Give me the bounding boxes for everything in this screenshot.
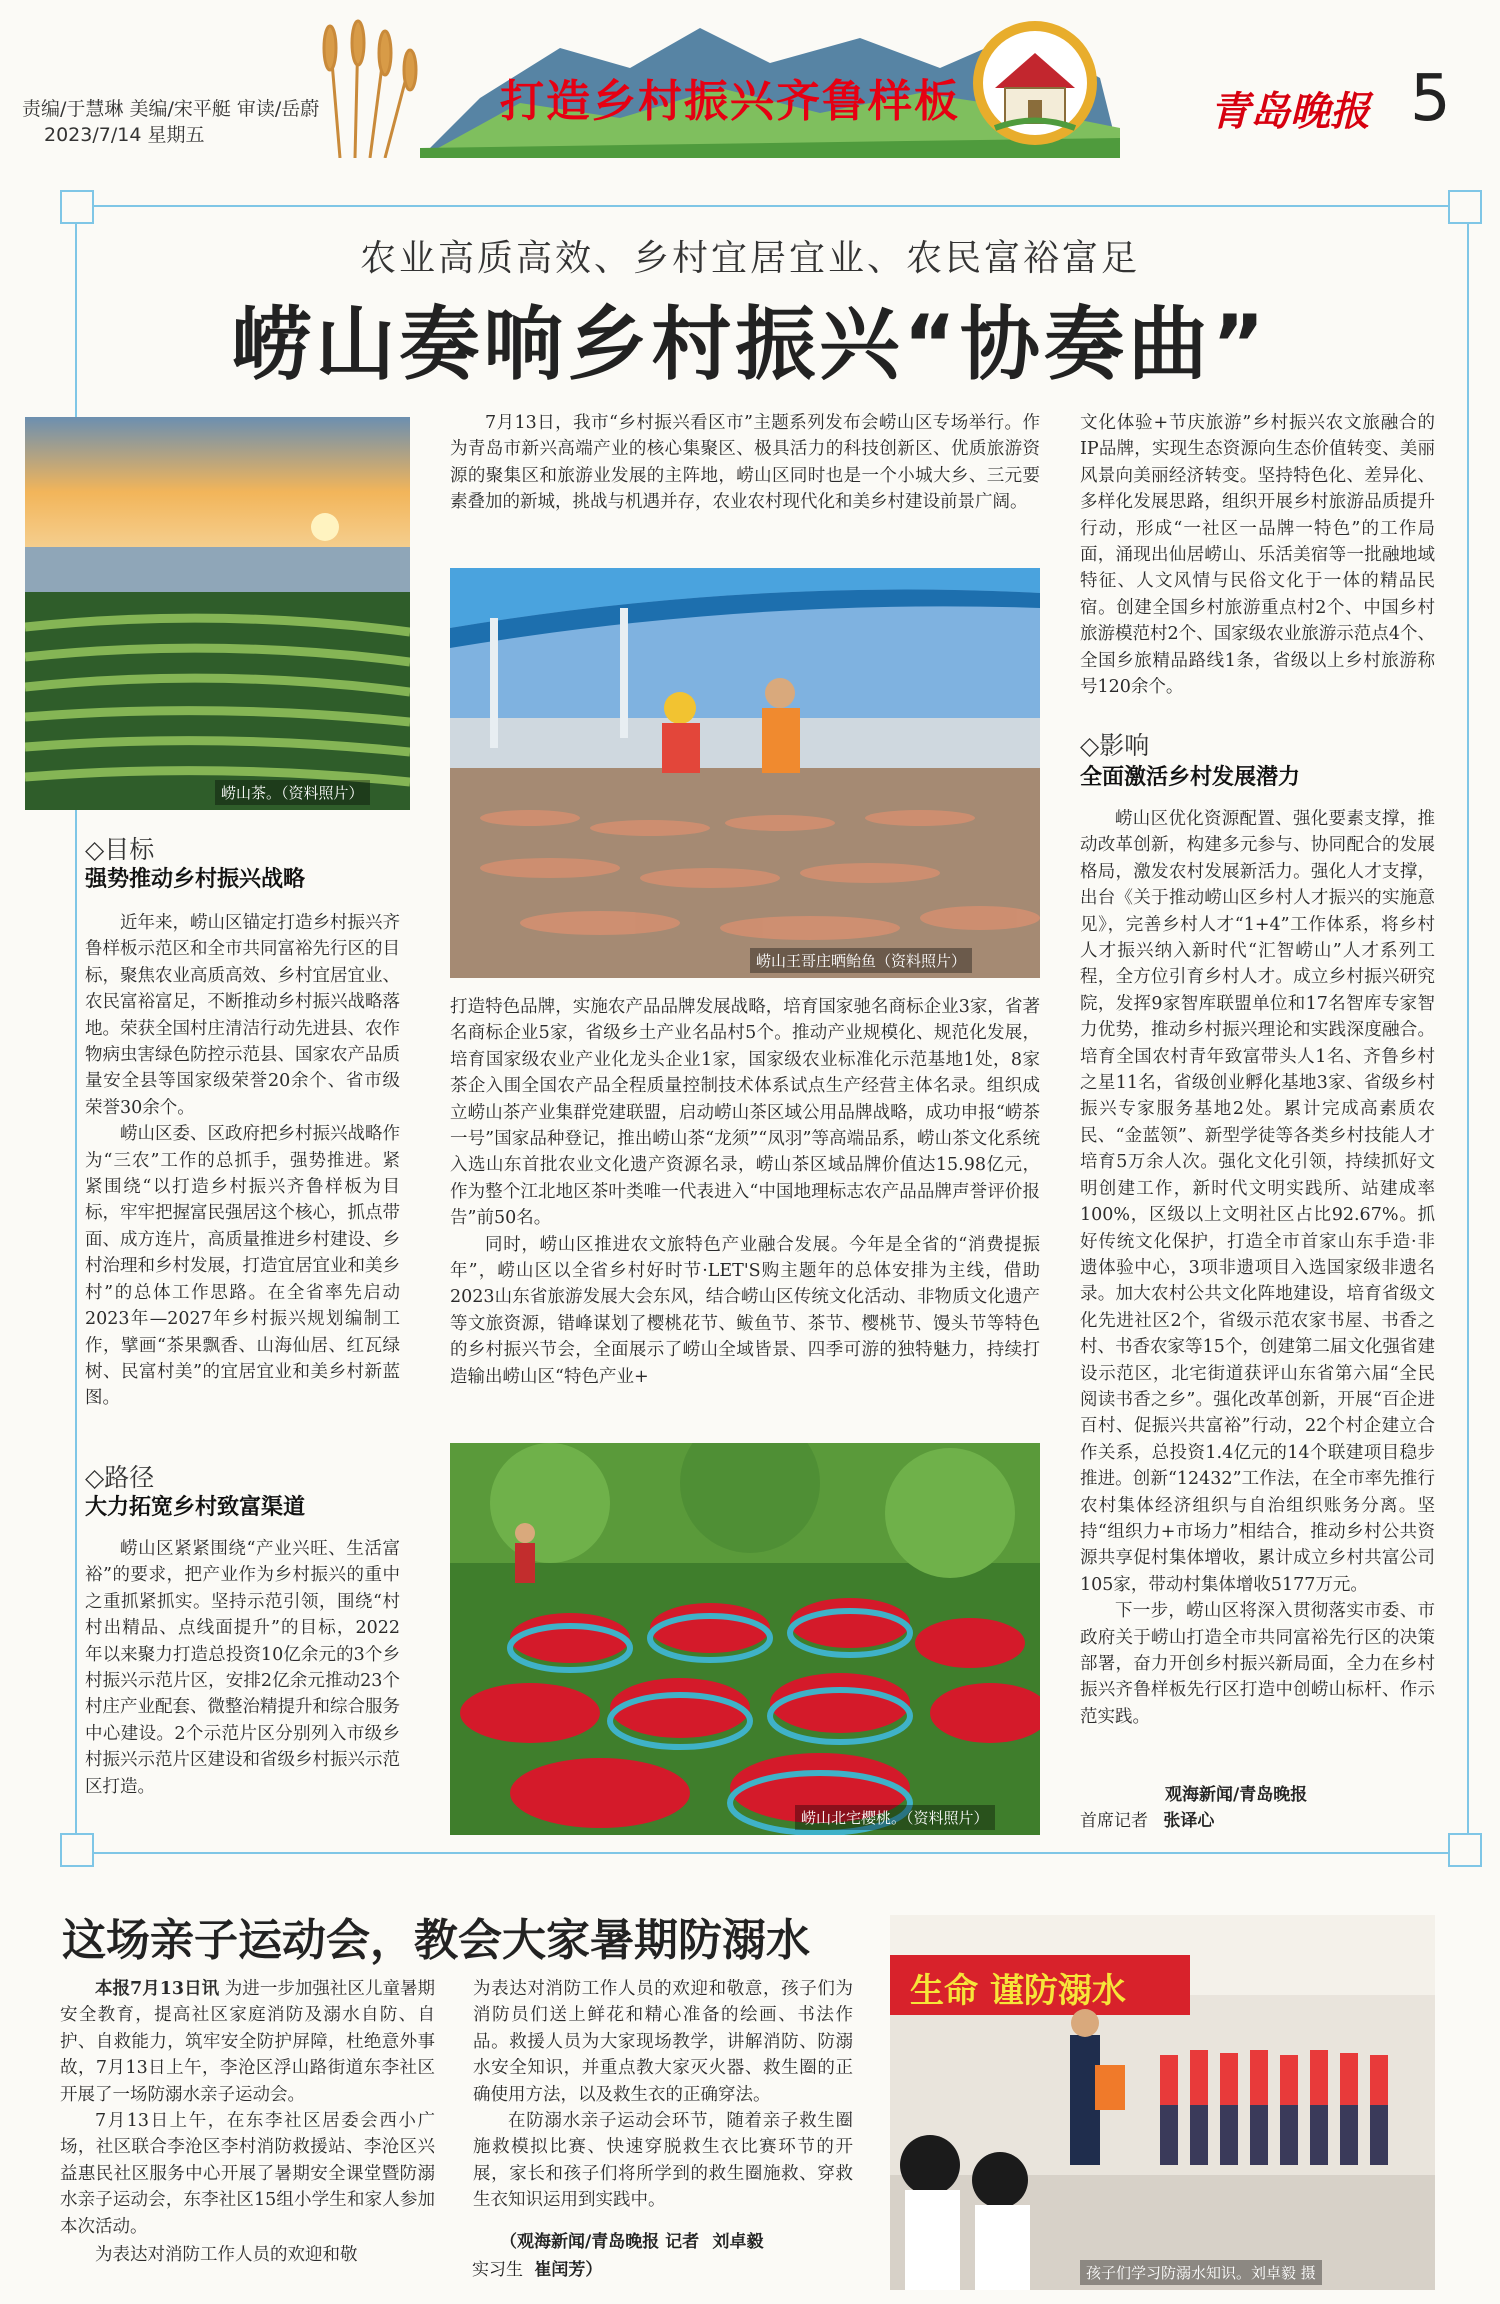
photo-caption: 崂山茶。（资料照片） — [215, 780, 370, 805]
page-number: 5 — [1410, 62, 1451, 136]
byline-source: 观海新闻/青岛晚报 — [1165, 1785, 1308, 1805]
paragraph: 7月13日上午，在东李社区居委会西小广场，社区联合李沧区李村消防救援站、李沧区兴益惠民社区服务中心开展了暑期安全课堂暨防溺水亲子运动会，东李社区15组小学生和家人参加本次活动。 — [60, 2111, 435, 2237]
frame-corner — [1448, 190, 1482, 224]
bottom-col1 — [60, 1976, 435, 2240]
section-title: 强势推动乡村振兴战略 — [85, 867, 306, 892]
kids-safety-photo — [890, 1915, 1435, 2290]
newspaper-logo: 青岛晚报 — [1210, 88, 1370, 135]
paragraph: 为表达对消防工作人员的欢迎和敬 — [95, 2245, 358, 2265]
photo-caption: 崂山北宅樱桃。（资料照片） — [795, 1805, 995, 1830]
date-line: 2023/7/14 星期五 — [44, 124, 205, 146]
photo-caption: 崂山王哥庄晒鲐鱼（资料照片） — [750, 948, 972, 973]
paragraph: 崂山区委、区政府把乡村振兴战略作为“三农”工作的总抓手，强势推进。紧紧围绕“以打造乡村振兴齐鲁样板为目标，牢牢把握富民强居这个核心，抓点带面、成方连片，高质量推进乡村建设、乡村治理和乡村发展，打造宜居宜业和美乡村”的总体工作思路。在全省率先启动2023年—2027年乡村振兴规划编制工作，擘画“茶果飘香、山海仙居、红瓦绿树、民富村美”的宜居宜业和美乡村新蓝图。 — [85, 1124, 400, 1409]
paragraph: 崂山区紧紧围绕“产业兴旺、生活富裕”的要求，把产业作为乡村振兴的重中之重抓紧抓实。坚持示范引领，围绕“村村出精品、点线面提升”的目标，2022年以来聚力打造总投资10亿余元的3个乡村振兴示范片区，安排2亿余元推动23个村庄产业配套、微整治精提升和综合服务中心建设。2个示范片区分别列入市级乡村振兴示范片区建设和省级乡村振兴示范区打造。 — [85, 1539, 400, 1797]
paragraph: 近年来，崂山区锚定打造乡村振兴齐鲁样板示范区和全市共同富裕先行区的目标，聚焦农业高质高效、乡村宜居宜业、农民富裕富足，不断推动乡村振兴战略落地。荣获全国村庄清洁行动先进县、农作物病虫害绿色防控示范县、国家农产品质量安全县等国家级荣誉20余个、省市级荣誉30余个。 — [85, 913, 400, 1118]
paragraph: 崂山区优化资源配置、强化要素支撑，推动改革创新，构建多元参与、协同配合的发展格局，激发农村发展新活力。强化人才支撑，出台《关于推动崂山区乡村人才振兴的实施意见》，完善乡村人才“1+4”工作体系，将乡村人才振兴纳入新时代“汇智崂山”人才系列工程，全方位引育乡村人才。成立乡村振兴研究院，发挥9家智库联盟单位和17名智库专家智力优势，推动乡村振兴理论和实践深度融合。培育全国农村青年致富带头人1名、齐鲁乡村之星11名，省级创业孵化基地3家、省级乡村振兴专家服务基地2处。累计完成高素质农民、“金蓝领”、新型学徒等各类乡村技能人才培育5万余人次。强化文化引领，持续抓好文明创建工作，新时代文明实践所、站建成率100%，区级以上文明社区占比92.67%。抓好传统文化保护，打造全市首家山东手造·非遗体验中心，3项非遗项目入选国家级非遗名录。加大农村公共文化阵地建设，培育省级文化先进社区2个，省级示范农家书屋、书香之村、书香农家等15个，创建第二届文化强省建设示范区，北宅街道获评山东省第六届“全民阅读书香之乡”。强化改革创新，开展“百企进百村、促振兴共富裕”行动，22个村企建立合作关系，总投资1.4亿元的14个联建项目稳步推进。创新“12432”工作法，在全市率先推行农村集体经济组织与自治组织账务分离。坚持“组织力+市场力”相结合，推动乡村公共资源共享促村集体增收，累计成立乡村共富公司105家，带动村集体增收5177万元。 — [1080, 809, 1435, 1595]
byline-name: 刘卓毅 — [712, 2232, 764, 2252]
frame-corner — [60, 190, 94, 224]
impact-section-body — [1080, 806, 1435, 1730]
byline-reporter — [1080, 1806, 1214, 1831]
bottom-col1-tail — [60, 2242, 435, 2268]
path-section-continued — [450, 994, 1040, 1390]
paragraph: 为表达对消防工作人员的欢迎和敬意，孩子们为消防员们送上鲜花和精心准备的绘画、书法作品。救援人员为大家现场教学，讲解消防、防溺水安全知识，并重点教大家灭火器、救生圈的正确使用方法，以及救生衣的正确穿法。 — [473, 1979, 853, 2105]
bottom-col2 — [473, 1976, 853, 2214]
banner-title: 打造乡村振兴齐鲁样板 — [500, 76, 960, 127]
byline-name: 张译心 — [1163, 1811, 1215, 1831]
section-title: 全面激活乡村发展潜力 — [1080, 765, 1301, 790]
masthead-credits — [22, 96, 319, 148]
byline-role: 首席记者 — [1080, 1811, 1148, 1831]
section-tag: ◇影响 — [1080, 731, 1150, 760]
tea-field-photo — [25, 417, 410, 810]
paragraph-text: 为进一步加强社区儿童暑期安全教育，提高社区家庭消防及溺水自防、自护、自救能力，筑牢安全防护屏障，杜绝意外事故，7月13日上午，李沧区浮山路街道东李社区开展了一场防溺水亲子运动会。 — [60, 1979, 436, 2105]
dateline: 本报7月13日讯 — [95, 1979, 220, 1999]
editors-line: 责编/于慧琳 美编/宋平艇 审读/岳蔚 — [22, 98, 320, 120]
photo-banner-text: 生命 谨防溺水 — [910, 1971, 1126, 2011]
article-headline: 崂山奏响乡村振兴“协奏曲” — [231, 298, 1269, 391]
house-icon — [973, 21, 1097, 145]
paragraph: 文化体验+节庆旅游”乡村振兴农文旅融合的IP品牌，实现生态资源向生态价值转变、美丽风景向美丽经济转变。坚持特色化、差异化、多样化发展思路，组织开展乡村旅游品质提升行动，形成“一社区一品牌一特色”的工作局面，涌现出仙居崂山、乐活美宿等一批融地域特征、人文风情与民俗文化于一体的精品民宿。创建全国乡村旅游重点村2个、中国乡村旅游模范村2个、国家级农业旅游示范点4个、全国乡旅精品路线1条，省级以上乡村旅游称号120余个。 — [1080, 413, 1435, 698]
section-tag: ◇目标 — [85, 835, 155, 864]
farmer-figure — [515, 1523, 535, 1583]
paragraph: 下一步，崂山区将深入贯彻落实市委、市政府关于崂山打造全市共同富裕先行区的决策部署，奋力开创乡村振兴新局面，全力在乡村振兴齐鲁样板先行区打造中创崂山标杆、作示范实践。 — [1080, 1601, 1435, 1727]
bottom-byline — [472, 2228, 860, 2284]
paragraph: 同时，崂山区推进农文旅特色产业融合发展。今年是全省的“消费提振年”，崂山区以全省乡村好时节·LET'S购主题年的总体安排为主线，借助2023山东省旅游发展大会东风，结合崂山区传统文化活动、非物质文化遗产等文旅资源，错峰谋划了樱桃花节、鲅鱼节、茶节、樱桃节、馒头节等特色的乡村振兴节会，全面展示了崂山全域皆景、四季可游的独特魅力，持续打造输出崂山区“特色产业+ — [450, 1234, 1040, 1387]
col3-top-body — [1080, 410, 1435, 700]
article-subhead: 农业高质高效、乡村宜居宜业、农民富裕富足 — [359, 238, 1140, 279]
frame-corner — [1448, 1833, 1482, 1867]
photo-caption: 孩子们学习防溺水知识。刘卓毅 摄 — [1080, 2260, 1322, 2285]
cherry-photo — [450, 1443, 1040, 1835]
paragraph: 打造特色品牌，实施农产品品牌发展战略，培育国家驰名商标企业3家，省著名商标企业5家，省级乡土产业名品村5个。推动产业规模化、规范化发展，培育国家级农业产业化龙头企业1家，国家级农业标准化示范基地1处，8家茶企入围全国农产品全程质量控制技术体系试点生产经营主体名录。组织成立崂山茶产业集群党建联盟，启动崂山茶区域公用品牌战略，成功申报“崂茶一号”国家品种登记，推出崂山茶“龙须”“凤羽”等高端品系，崂山茶文化系统入选山东首批农业文化遗产资源名录，崂山茶区域品牌价值达15.98亿元，作为整个江北地区茶叶类唯一代表进入“中国地理标志农产品品牌声誉评价报告”前50名。 — [450, 997, 1040, 1229]
article-lead: 7月13日，我市“乡村振兴看区市”主题系列发布会崂山区专场举行。作为青岛市新兴高端产业的核心集聚区、极具活力的科技创新区、优质旅游资源的聚集区和旅游业发展的主阵地，崂山区同时也是一个小城大乡、三元要素叠加的新城，挑战与机遇并存，农业农村现代化和美乡村建设前景广阔。 — [450, 413, 1040, 513]
path-section-body — [85, 1536, 400, 1800]
goal-section-body — [85, 910, 400, 1412]
frame-corner — [60, 1833, 94, 1867]
paragraph — [60, 1976, 435, 2108]
byline-name: 崔闰芳） — [534, 2260, 603, 2280]
section-title: 大力拓宽乡村致富渠道 — [85, 1495, 306, 1520]
paragraph: 在防溺水亲子运动会环节，随着亲子救生圈施救模拟比赛、快速穿脱救生衣比赛环节的开展，家长和孩子们将所学到的救生圈施救、穿救生衣知识运用到实践中。 — [473, 2111, 853, 2211]
wheat-icon — [324, 21, 416, 158]
byline-source: （观海新闻/青岛晚报 记者 — [500, 2232, 700, 2252]
bottom-headline: 这场亲子运动会，教会大家暑期防溺水 — [62, 1915, 810, 1966]
section-tag: ◇路径 — [85, 1463, 155, 1492]
byline-role: 实习生 — [472, 2260, 523, 2280]
drying-fish-photo — [450, 568, 1040, 978]
